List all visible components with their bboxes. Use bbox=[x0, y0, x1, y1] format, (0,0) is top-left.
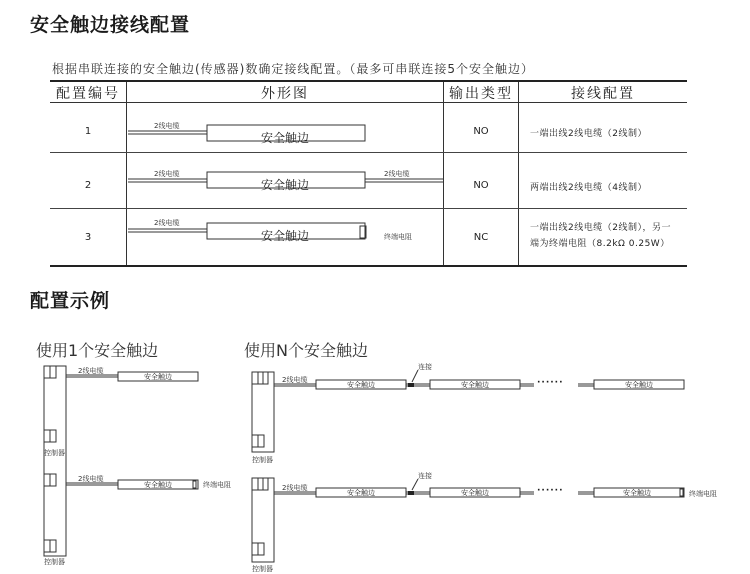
row1-cable-label: 2线电缆 bbox=[154, 122, 180, 130]
multi-bottom-sensor-n: 安全触边 bbox=[623, 489, 651, 497]
multi-top-connect-label: 连接 bbox=[418, 363, 432, 371]
row3-cable-label: 2线电缆 bbox=[154, 219, 180, 227]
row2-no: 2 bbox=[84, 180, 92, 191]
multi-bottom-cable-label: 2线电缆 bbox=[282, 484, 308, 492]
page-title: 安全触边接线配置 bbox=[30, 14, 191, 36]
single-controller-label-top: 控制器 bbox=[44, 449, 65, 457]
row1-wiring: 一端出线2线电缆（2线制） bbox=[530, 129, 647, 139]
single-controller-label-bottom: 控制器 bbox=[44, 558, 65, 566]
row3-sensor-label: 安全触边 bbox=[260, 229, 309, 243]
row3-wiring-line2: 端为终端电阻（8.2kΩ 0.25W） bbox=[530, 239, 670, 249]
multi-top-sensor-n: 安全触边 bbox=[625, 381, 653, 389]
multi-top-cable-label: 2线电缆 bbox=[282, 376, 308, 384]
row1-no: 1 bbox=[84, 126, 92, 137]
multi-top-sensor-2: 安全触边 bbox=[461, 381, 489, 389]
header-output-type: 输出类型 bbox=[449, 86, 513, 102]
header-config-no: 配置编号 bbox=[56, 86, 120, 102]
multi-bottom-sensor-1: 安全触边 bbox=[347, 489, 375, 497]
header-shape: 外形图 bbox=[261, 86, 309, 102]
multi-bottom-sensor-2: 安全触边 bbox=[461, 489, 489, 497]
multi-bottom-controller-box bbox=[252, 478, 274, 562]
row2-sensor-label: 安全触边 bbox=[260, 178, 309, 192]
row2-wiring: 两端出线2线电缆（4线制） bbox=[530, 183, 647, 193]
row3-no: 3 bbox=[84, 232, 92, 243]
row2-cable-right-label: 2线电缆 bbox=[384, 170, 410, 178]
row3-resistor-label: 终端电阻 bbox=[384, 233, 412, 241]
multi-bottom-controller-label: 控制器 bbox=[252, 565, 273, 573]
multi-resistor-label: 终端电阻 bbox=[689, 490, 717, 498]
row1-sensor-label: 安全触边 bbox=[260, 131, 309, 145]
single-top-cable-label: 2线电缆 bbox=[78, 367, 104, 375]
row3-output: NC bbox=[473, 232, 489, 243]
example-title: 配置示例 bbox=[30, 290, 111, 312]
multi-bottom-dots: ······ bbox=[537, 486, 564, 496]
multi-top-dots: ······ bbox=[537, 378, 564, 388]
header-wiring: 接线配置 bbox=[571, 86, 635, 102]
row2-cable-left-label: 2线电缆 bbox=[154, 170, 180, 178]
single-example-title: 使用1个安全触边 bbox=[36, 341, 159, 360]
multi-top-sensor-1: 安全触边 bbox=[347, 381, 375, 389]
single-resistor-label: 终端电阻 bbox=[203, 481, 231, 489]
row2-output: NO bbox=[473, 180, 489, 191]
multi-resistor-icon bbox=[680, 489, 683, 496]
single-bottom-cable-label: 2线电缆 bbox=[78, 475, 104, 483]
row1-output: NO bbox=[473, 126, 489, 137]
single-bottom-sensor-label: 安全触边 bbox=[144, 481, 172, 489]
single-controller-box bbox=[44, 366, 66, 556]
intro-text: 根据串联连接的安全触边(传感器)数确定接线配置。（最多可串联连接5个安全触边） bbox=[52, 62, 535, 76]
multi-top-controller-label: 控制器 bbox=[252, 456, 273, 464]
multi-example-title: 使用N个安全触边 bbox=[244, 341, 368, 360]
multi-bottom-connect-label: 连接 bbox=[418, 472, 432, 480]
single-top-sensor-label: 安全触边 bbox=[144, 373, 172, 381]
row3-wiring-line1: 一端出线2线电缆（2线制），另一 bbox=[530, 223, 671, 233]
